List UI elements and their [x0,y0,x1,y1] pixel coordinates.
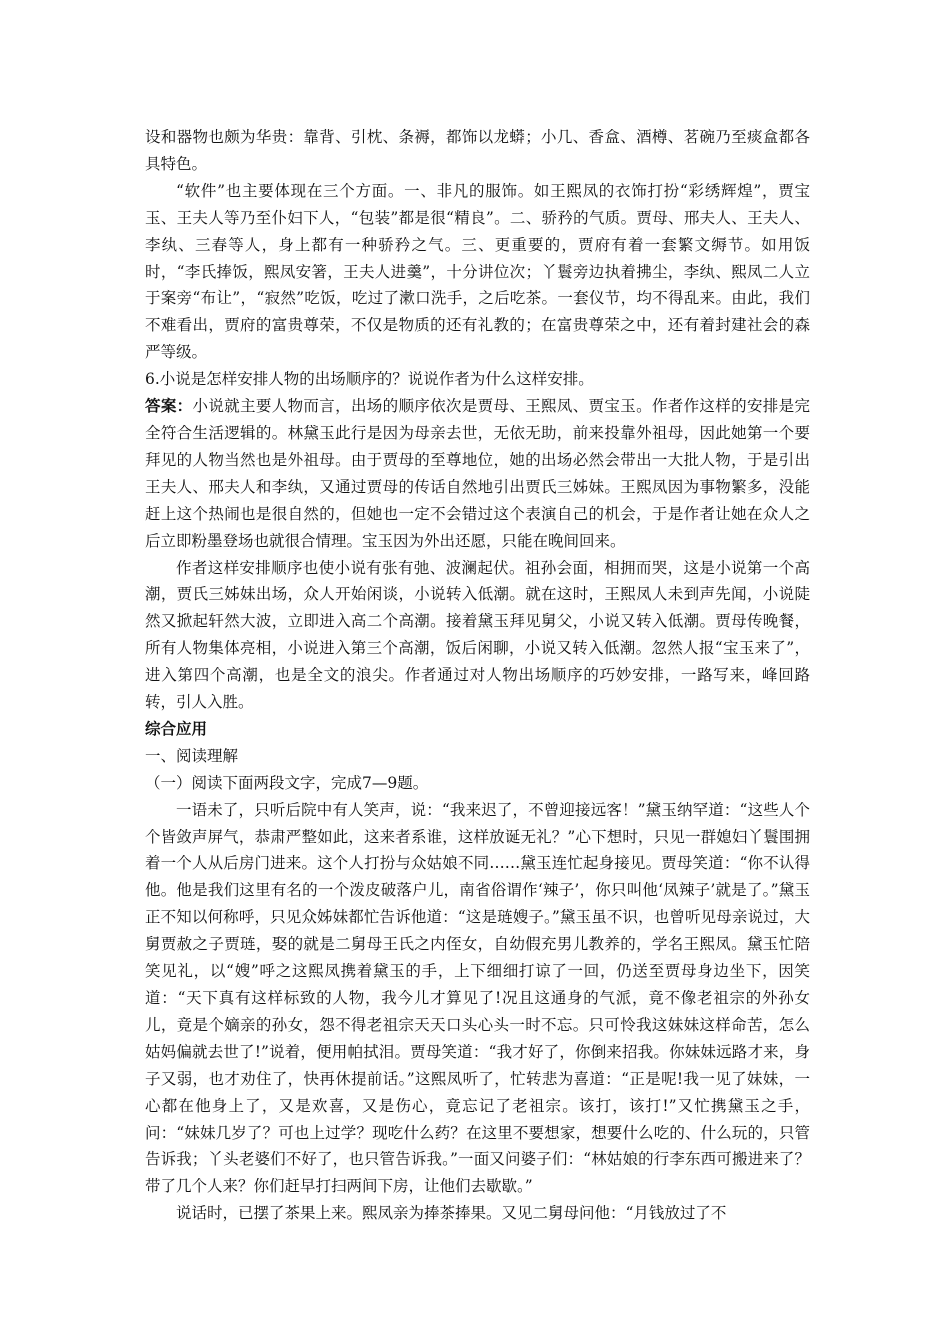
paragraph-arrangement: 作者这样安排顺序也使小说有张有弛、波澜起伏。祖孙会面，相拥而哭，这是小说第一个高潮，贾氏三姊妹出场，众人开始闲谈，小说转入低潮。就在这时，王熙凤人未到声先闻，小说陡然又掀起轩然大波，立即进入高二个高潮。接着黛玉拜见舅父，小说又转入低潮。贾母传晚餐，所有人物集体亮相，小说进入第三个高潮，饭后闲聊，小说又转入低潮。忽然人报“宝玉来了”，进入第四个高潮，也是全文的浪尖。作者通过对人物出场顺序的巧妙安排，一路写来，峰回路转，引人入胜。 [145,558,810,712]
document-body [145,124,810,1227]
answer-paragraph [145,393,810,554]
passage-paragraph-2: 说话时，已摆了茶果上来。熙凤亲为捧茶捧果。又见二舅母问他：“月钱放过了不 [176,1204,727,1223]
paragraph-furnishings: 设和器物也颇为华贵：靠背、引枕、条褥，都饰以龙蟒；小几、香盒、酒樽、茗碗乃至痰盒都各具特色。 [145,128,810,173]
subheading-instructions: （一）阅读下面两段文字，完成7—9题。 [145,773,429,792]
passage-paragraph-1: 一语未了，只听后院中有人笑声，说：“我来迟了，不曾迎接远客！”黛玉纳罕道：“这些人个个皆敛声屏气，恭肃严整如此，这来者系谁，这样放诞无礼？”心下想时，只见一群媳妇丫鬟围拥着一个人从后房门进来。这个人打扮与众姑娘不同……黛玉连忙起身接见。贾母笑道：“你不认得他。他是我们这里有名的一个泼皮破落户儿，南省俗谓作‘辣子’，你只叫他‘凤辣子’就是了。”黛玉正不知以何称呼，只见众姊妹都忙告诉他道：“这是琏嫂子。”黛玉虽不识，也曾听见母亲说过，大舅贾赦之子贾琏，娶的就是二舅母王氏之内侄女，自幼假充男儿教养的，学名王熙凤。黛玉忙陪笑见礼，以“嫂”呼之这熙凤携着黛玉的手，上下细细打谅了一回，仍送至贾母身边坐下，因笑道：“天下真有这样标致的人物，我今儿才算见了!况且这通身的气派，竟不像老祖宗的外孙女儿，竟是个嫡亲的孙女，怨不得老祖宗天天口头心头一时不忘。只可怜我这妹妹这样命苦，怎么姑妈偏就去世了!”说着，便用帕拭泪。贾母笑道：“我才好了，你倒来招我。你妹妹远路才来，身子又弱，也才劝住了，快再休提前话。”这熙凤听了，忙转悲为喜道：“正是呢!我一见了妹妹，一心都在他身上了，又是欢喜，又是伤心，竟忘记了老祖宗。该打，该打!”又忙携黛玉之手，问：“妹妹几岁了？可也上过学？现吃什么药？在这里不要想家，想要什么吃的、什么玩的，只管告诉我；丫头老婆们不好了，也只管告诉我。”一面又问婆子们：“林姑娘的行李东西可搬进来了？带了几个人来？你们赶早打扫两间下房，让他们去歇歇。” [145,800,810,1196]
subheading-reading: 一、阅读理解 [145,746,239,765]
paragraph-software: “软件”也主要体现在三个方面。一、非凡的服饰。如王熙凤的衣饰打扮“彩绣辉煌”，贾宝玉、王夫人等乃至仆妇下人，“包装”都是很“精良”。二、骄矜的气质。贾母、邢夫人、王夫人、李纨、三春等人，身上都有一种骄矜之气。三、更重要的，贾府有着一套繁文缛节。如用饭时，“李氏捧饭，熙凤安箸，王夫人进羹”，十分讲位次；丫鬟旁边执着拂尘，李纨、熙凤二人立于案旁“布让”，“寂然”吃饭，吃过了漱口洗手，之后吃茶。一套仪节，均不得乱来。由此，我们不难看出，贾府的富贵尊荣，不仅是物质的还有礼教的；在富贵尊荣之中，还有着封建社会的森严等级。 [145,181,810,362]
answer-label: 答案： [145,396,193,416]
answer-body: 小说就主要人物而言，出场的顺序依次是贾母、王熙凤、贾宝玉。作者作这样的安排是完全符合生活逻辑的。林黛玉此行是因为母亲去世，无依无助，前来投靠外祖母，因此她第一个要拜见的人物当然也是外祖母。由于贾母的至尊地位，她的出场必然会带出一大批人物，于是引出王夫人、邢夫人和李纨，又通过贾母的传话自然地引出贾氏三姊妹。王熙凤因为事物繁多，没能赶上这个热闹也是很自然的，但她也一定不会错过这个表演自己的机会，于是作者让她在众人之后立即粉墨登场也就很合情理。宝玉因为外出还愿，只能在晚间回来。 [145,397,810,550]
section-heading: 综合应用 [145,718,208,738]
question-6: 6.小说是怎样安排人物的出场顺序的？说说作者为什么这样安排。 [145,370,594,389]
